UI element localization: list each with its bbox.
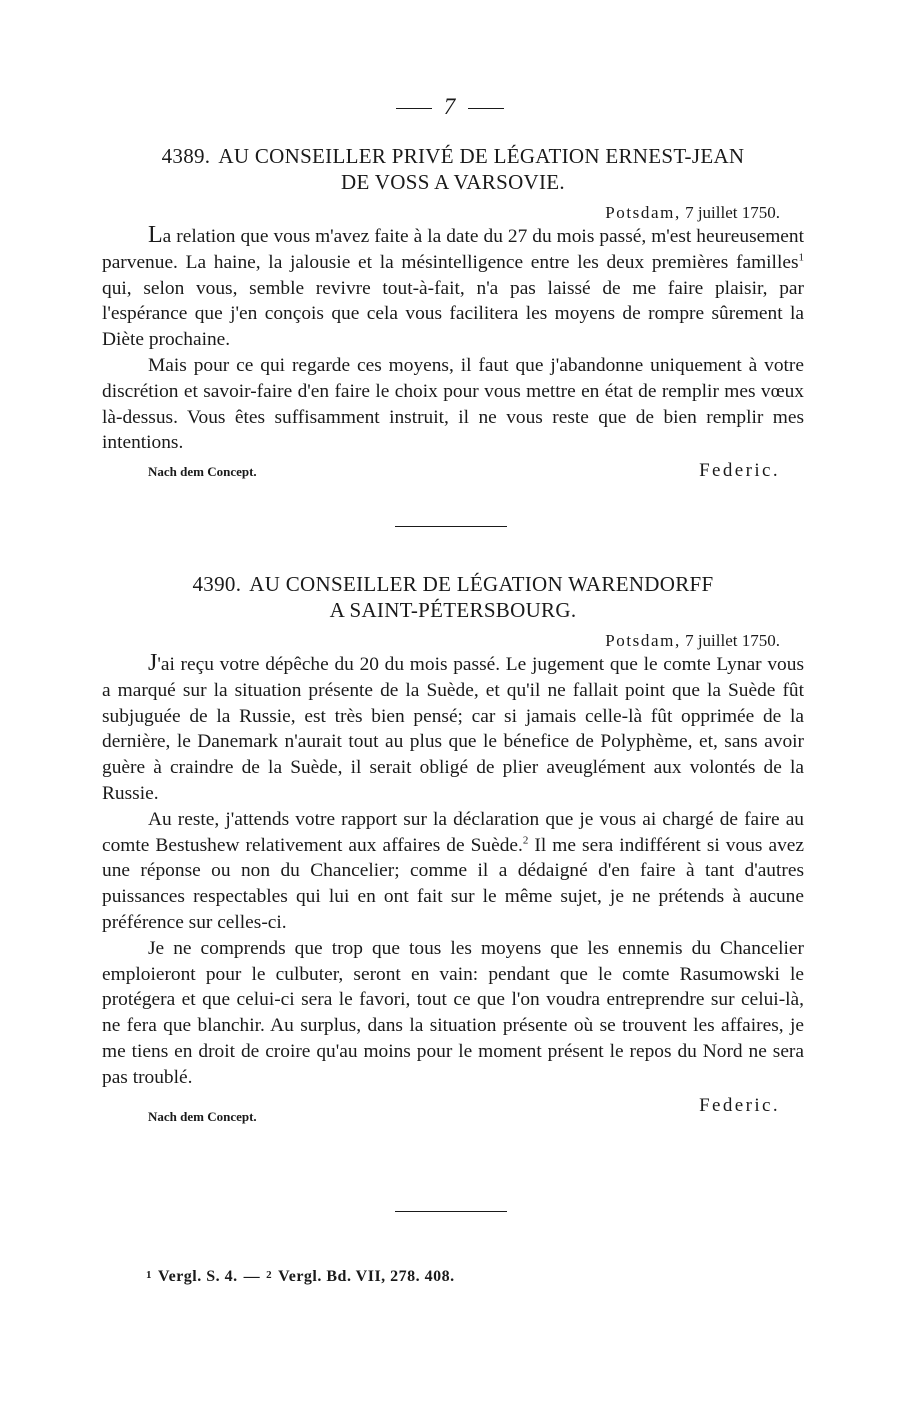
footnote-mark: 1 [146, 1269, 152, 1281]
dateline-date: 7 juillet 1750. [685, 631, 780, 650]
paragraph: Je ne comprends que trop que tous les moyens que les ennemis du Chancelier emploieront pour le culbuter, seront en vain: pendant que le comte Rasumowski le protégera et que celui-ci sera le favori, tout ce que l'on voudra entreprendre sur celui-là, ne fera que blanchir. Au surplus, dans la situation présente où se trouvent les affaires, je me tiens en droit de croire qu'au moins pour le moment présent le repos du Nord ne sera pas troublé. [102, 937, 804, 1088]
paragraph [102, 223, 804, 353]
letter-heading [102, 143, 804, 195]
section-divider [395, 526, 507, 527]
footnote-mark: 2 [266, 1269, 273, 1281]
letter-number: 4390. [192, 572, 242, 596]
dateline [102, 203, 804, 223]
footnote-ref: 1 [798, 251, 804, 264]
paragraph: Mais pour ce qui regarde ces moyens, il faut que j'abandonne uniquement à votre discrétion et savoir-faire d'en faire le choix pour vous mettre en état de remplir mes vœux là-dessus. Vous êtes suffisamment instruit, il ne vous reste que de bien remplir mes intentions. [102, 354, 804, 454]
paragraph-text: 'ai reçu votre dépêche du 20 du mois passé. Le jugement que le comte Lynar vous a marqué sur la situation présente de la Suède, et qu'il ne fallait point que la Suède fût subjuguée de la Russie, est très bien pensé; car si jamais celle-là fût opprimée de la dernière, le Danemark n'aurait tout au plus que le bénefice de Polyphème, et, sans avoir guère à craindre de la Suède, il serait obligé de plier aveuglément aux volontés de la Russie. [102, 654, 804, 804]
paragraph [102, 807, 804, 936]
header-dash-left [396, 108, 432, 109]
source-note: Nach dem Concept. [148, 1108, 257, 1124]
heading-line-1 [102, 143, 804, 169]
heading-line-2: A SAINT-PÉTERSBOURG. [329, 598, 577, 622]
heading-line-1 [102, 571, 804, 597]
dateline-place: Potsdam, [605, 203, 681, 222]
letter-closing [102, 1095, 804, 1123]
initial-letter: L [148, 222, 163, 248]
heading-line-2: DE VOSS A VARSOVIE. [341, 170, 565, 194]
header-dash-right [468, 108, 504, 109]
paragraph-text: a relation que vous m'avez faite à la date du 27 du mois passé, m'est heureusement parvenue. La haine, la jalousie et la mésintelligence entre les deux premières familles [102, 226, 804, 273]
source-note: Nach dem Concept. [148, 464, 257, 480]
signature: Federic. [699, 1094, 780, 1116]
footnote-ref: 2 [522, 834, 529, 847]
heading-text: AU CONSEILLER PRIVÉ DE LÉGATION ERNEST-JEAN [218, 144, 745, 168]
initial-letter: J [148, 650, 158, 676]
page-header [0, 94, 900, 120]
page-number: 7 [443, 94, 457, 119]
footnote-separator: — [243, 1268, 261, 1285]
letter-number: 4389. [161, 144, 211, 168]
letter-4389 [102, 143, 804, 488]
heading-text: AU CONSEILLER DE LÉGATION WARENDORFF [249, 572, 714, 596]
paragraph-text: qui, selon vous, semble revivre tout-à-fait, n'a pas laissé de me faire plaisir, par l'espérance que j'en conçois que cela vous facilitera les moyens de rompre sûrement la Diète prochaine. [102, 277, 804, 351]
footnote-text: Vergl. Bd. VII, 278. 408. [278, 1268, 455, 1285]
section-divider [395, 1211, 507, 1212]
footnotes [146, 1268, 455, 1286]
letter-heading [102, 571, 804, 623]
paragraph-text: Au reste, j'attends votre rapport sur la déclaration que je vous ai chargé de faire au comte Bestushew relativement aux affaires de Suède. [102, 808, 804, 856]
paragraph [102, 651, 804, 807]
letter-4390 [102, 571, 804, 1123]
footnote-text: Vergl. S. 4. [158, 1268, 238, 1285]
letter-closing [102, 460, 804, 488]
dateline-place: Potsdam, [605, 631, 681, 650]
dateline [102, 631, 804, 651]
dateline-date: 7 juillet 1750. [685, 203, 780, 222]
paragraph-text: Il me sera indifférent si vous avez une réponse ou non du Chancelier; comme il a dédaigné d'en faire à tant d'autres puissances respectables qui lui en ont fait sur le même sujet, je ne prétends à aucune préférence sur celles-ci. [102, 834, 804, 933]
signature: Federic. [699, 460, 780, 482]
